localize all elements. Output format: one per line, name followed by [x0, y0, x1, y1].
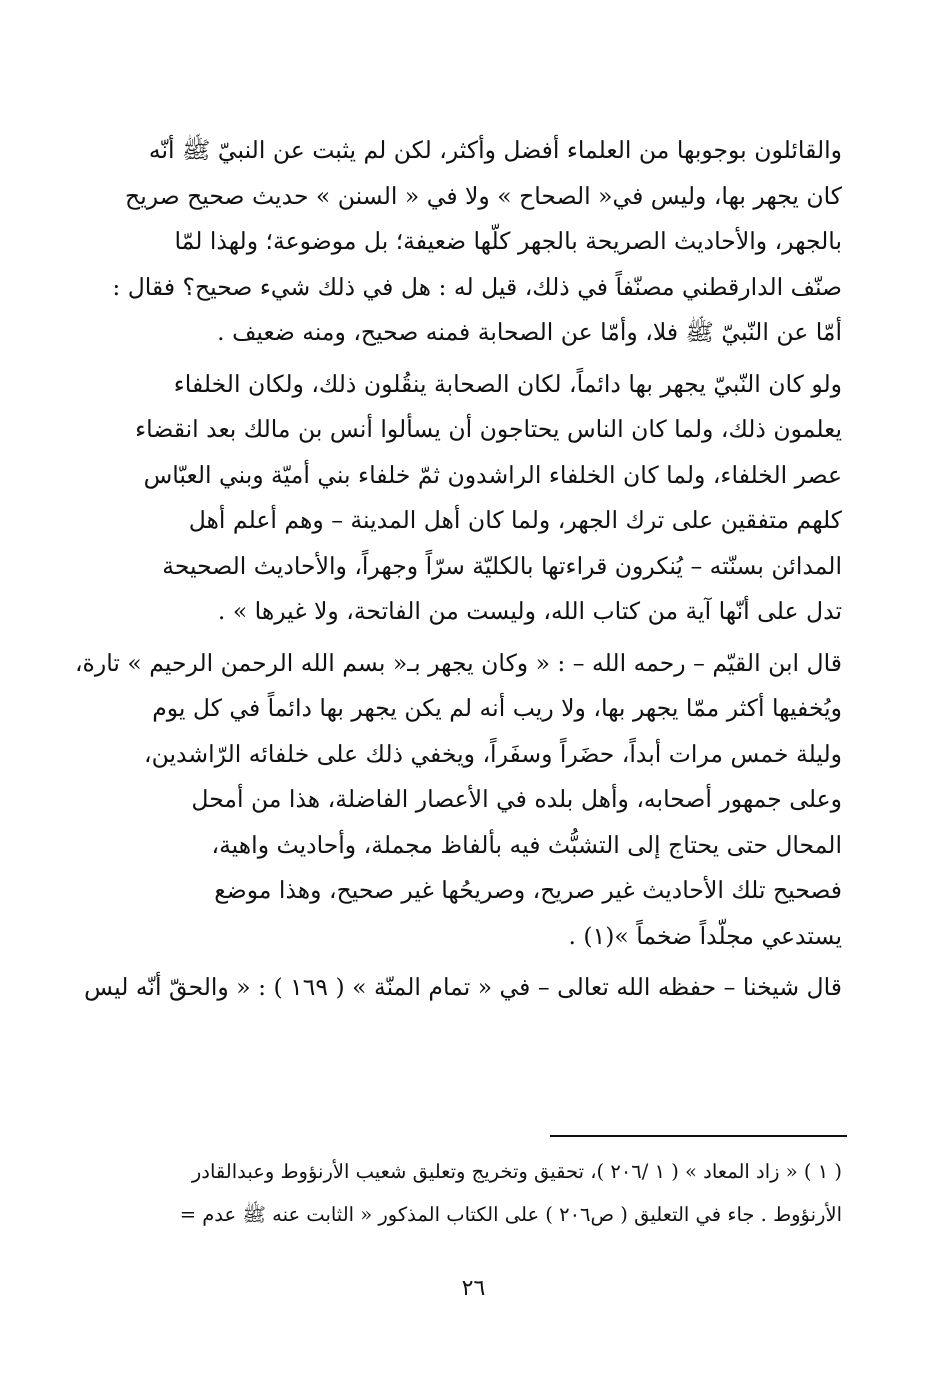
- text-line: قال ابن القيّم – رحمه الله – : « وكان يجهر بـ« بسم الله الرحمن الرحيم » تارة،: [74, 648, 842, 677]
- footnotes: [75, 1150, 842, 1236]
- text-line: يستدعي مجلّداً ضخماً »(١) .: [568, 921, 842, 950]
- text-line: المحال حتى يحتاج إلى التشبُّث فيه بألفاظ مجملة، وأحاديث واهية،: [211, 830, 842, 859]
- footnote-line: الأرنؤوط . جاء في التعليق ( ص٢٠٦ ) على الكتاب المذكور « الثابت عنه ﷺ عدم =: [179, 1203, 842, 1226]
- text-line: بالجهر، والأحاديث الصريحة بالجهر كلّها ضعيفة؛ بل موضوعة؛ ولهذا لمّا: [174, 227, 842, 255]
- paragraph: [70, 965, 842, 1011]
- paragraph: [70, 362, 842, 635]
- page-number: ٢٦: [461, 1276, 486, 1301]
- footnote-divider: [550, 1135, 847, 1137]
- text-line: كلهم متفقين على ترك الجهر، ولما كان أهل المدينة – وهم أعلم أهل: [188, 506, 842, 534]
- main-text: [70, 128, 842, 1017]
- text-line: تدل على أنّها آية من كتاب الله، وليست من الفاتحة، ولا غيرها » .: [217, 597, 842, 625]
- text-line: فصحيح تلك الأحاديث غير صريح، وصريحُها غير صحيح، وهذا موضع: [214, 876, 842, 904]
- text-line: كان يجهر بها، وليس في« الصحاح » ولا في « السنن » حديث صحيح صريح: [125, 181, 842, 210]
- text-line: أمّا عن النّبيّ ﷺ فلا، وأمّا عن الصحابة فمنه صحيح، ومنه ضعيف .: [217, 318, 842, 346]
- paragraph: [70, 128, 842, 356]
- paragraph: [70, 641, 842, 960]
- text-line: صنّف الدارقطني مصنّفاً في ذلك، قيل له : هل في ذلك شيء صحيح؟ فقال :: [112, 272, 842, 301]
- text-line: عصر الخلفاء، ولما كان الخلفاء الراشدون ثمّ خلفاء بني أميّة وبني العبّاس: [143, 460, 842, 489]
- text-line: ولو كان النّبيّ يجهر بها دائماً، لكان الصحابة ينقُلون ذلك، ولكان الخلفاء: [173, 369, 842, 398]
- footnote-line: ( ١ ) « زاد المعاد » ( ١ /٢٠٦ )، تحقيق وتخريج وتعليق شعيب الأرنؤوط وعبدالقادر: [191, 1160, 842, 1183]
- text-line: يعلمون ذلك، ولما كان الناس يحتاجون أن يسألوا أنس بن مالك بعد انقضاء: [135, 415, 842, 443]
- text-line: وعلى جمهور أصحابه، وأهل بلده في الأعصار الفاضلة، هذا من أمحل: [191, 785, 842, 813]
- text-line: قال شيخنا – حفظه الله تعالى – في « تمام المنّة » ( ١٦٩ ) : « والحقّ أنّه ليس: [84, 973, 842, 1001]
- text-line: والقائلون بوجوبها من العلماء أفضل وأكثر، لكن لم يثبت عن النبيّ ﷺ أنّه: [148, 136, 842, 164]
- text-line: المدائن بسنّته – يُنكرون قراءتها بالكليّة سرّاً وجهراً، والأحاديث الصحيحة: [162, 551, 842, 580]
- text-line: ويُخفيها أكثر ممّا يجهر بها، ولا ريب أنه لم يكن يجهر بها دائماً في كل يوم: [152, 694, 842, 722]
- text-line: وليلة خمس مرات أبداً، حضَراً وسفَراً، ويخفي ذلك على خلفائه الرّاشدين،: [144, 739, 842, 768]
